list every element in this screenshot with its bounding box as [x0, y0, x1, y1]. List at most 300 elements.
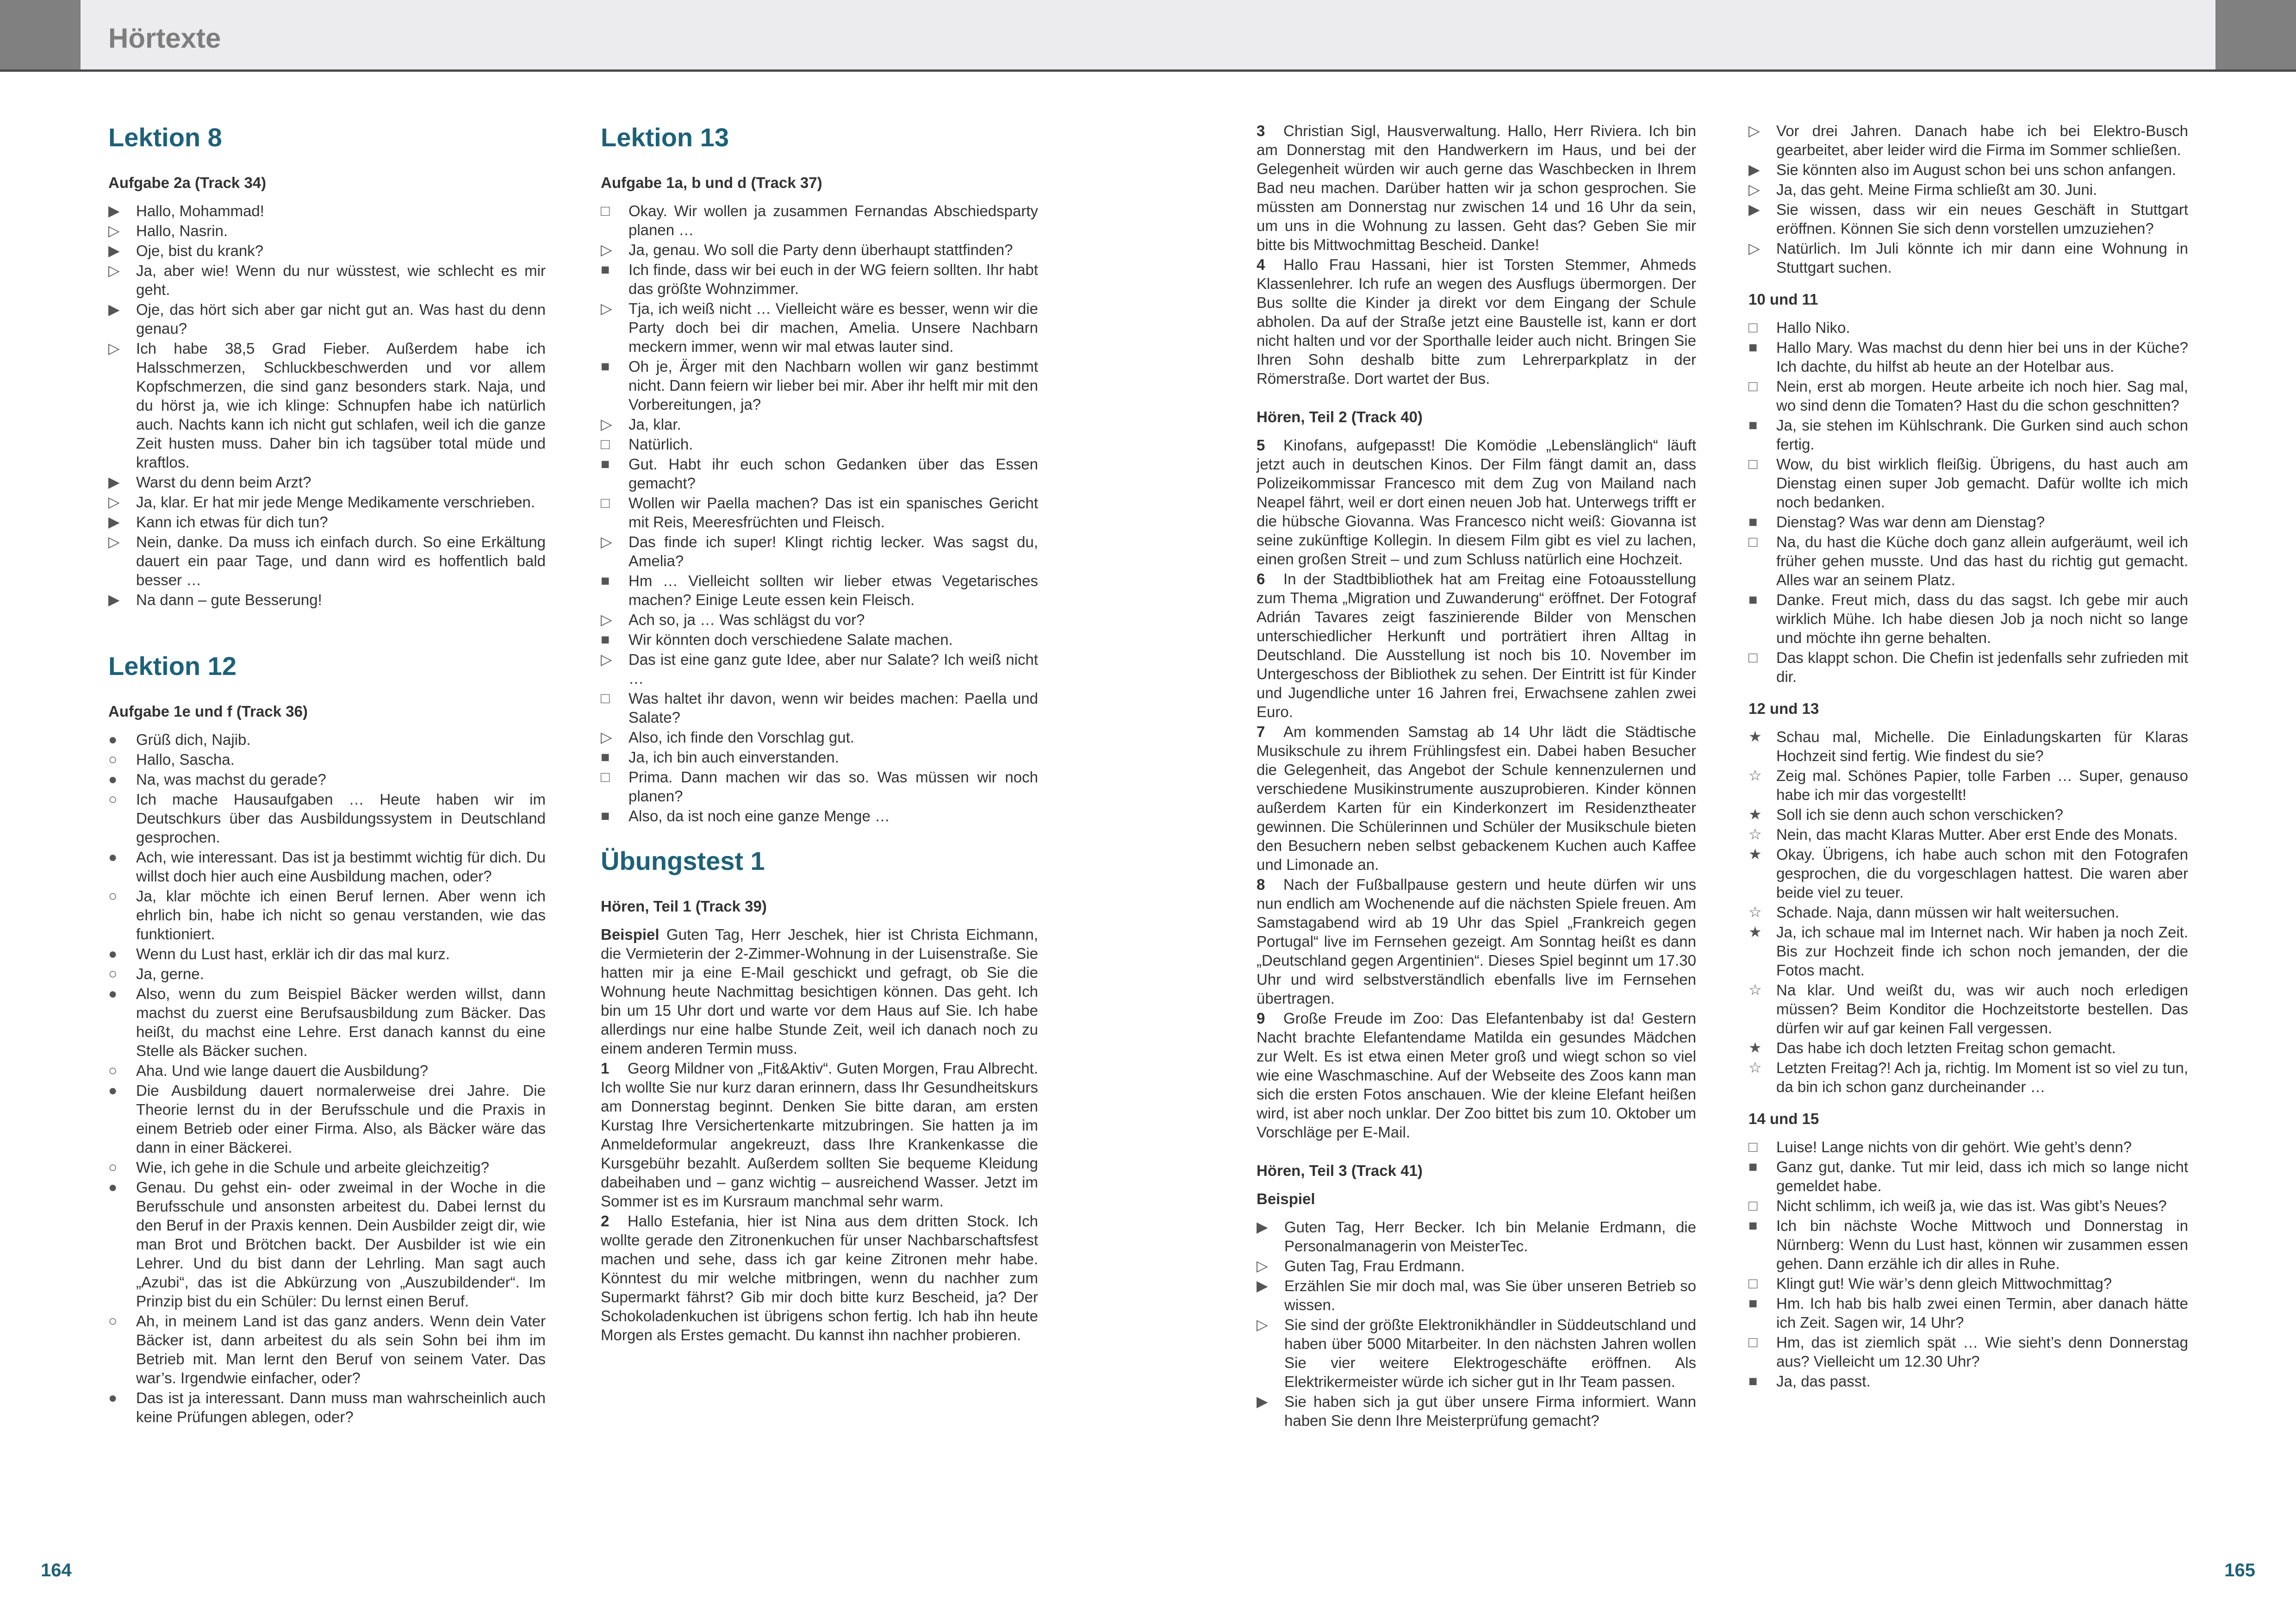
paragraph-text: Kinofans, aufgepasst! Die Komödie „Lebenslänglich“ läuft jetzt auch in deutschen Kinos. Der Film fängt damit an, dass Polizeikommissar Francesco mit dem Zug von Mailand nach Neapel fährt, weil er dort einen neuen Job hat. Unterwegs trifft er die hübsche Giovanna. Was Francesco nicht weiß: Giovanna ist seine zukünftige Kollegin. In diesem Film gibt es viel zu lachen, einen großen Streit – und zum Schluss natürlich eine Hochzeit.: [1257, 437, 1696, 568]
dialogue-text: Ja, klar möchte ich einen Beruf lernen. Aber wenn ich ehrlich bin, habe ich nicht so genau verstanden, wie das funktioniert.: [136, 887, 546, 943]
speaker-marker-icon: ★: [1748, 1039, 1762, 1056]
dialogue-line: [1748, 1274, 2188, 1293]
speaker-marker-icon: ▶: [108, 242, 120, 259]
text-paragraph: [1257, 722, 1696, 874]
dialogue-line: [108, 750, 546, 769]
speaker-marker-icon: ▶: [108, 591, 120, 608]
speaker-marker-icon: ■: [1748, 591, 1758, 608]
dialogue-line: [108, 493, 546, 512]
speaker-marker-icon: ●: [108, 1389, 118, 1406]
speaker-marker-icon: ■: [601, 807, 610, 824]
dialogue-text: Ja, aber wie! Wenn du nur wüsstest, wie schlecht es mir geht.: [136, 262, 546, 298]
dialogue-line: [1748, 377, 2188, 415]
dialogue-text: Tja, ich weiß nicht … Vielleicht wäre es besser, wenn wir die Party doch bei dir machen, Amelia. Unsere Nachbarn meckern immer, wenn wir mal etwas lauter sind.: [628, 300, 1038, 355]
paragraph-text: Guten Tag, Herr Jeschek, hier ist Christa Eichmann, die Vermieterin der 2-Zimmer-Wohnung in der Luisenstraße. Sie hatten mir ja eine E-Mail geschickt und gefragt, ob Sie die Wohnung heute Nachmittag besichtigen können. Das geht. Ich bin um 15 Uhr dort und warte vor dem Haus auf Sie. Ich habe allerdings nur eine halbe Stunde Zeit, weil ich danach noch zu einem anderen Termin muss.: [601, 926, 1038, 1057]
dialogue-line: [601, 806, 1038, 825]
speaker-marker-icon: ★: [1748, 846, 1762, 862]
paragraph-text: Am kommenden Samstag ab 14 Uhr lädt die Städtische Musikschule zu ihrem Frühlingsfest ein. Dabei haben Besucher die Gelegenheit, das Angebot der Schule kennenzulernen und verschiedene Musikinstrumente auszuprobieren. Kinder können außerdem Karten für ein Kinderkonzert im Residenztheater gewinnen. Die Schülerinnen und Schüler der Musikschule bieten den Besuchern neben selbst gebackenem Kuchen auch Kaffee und Limonade an.: [1257, 723, 1696, 873]
item-number: 2: [601, 1212, 610, 1230]
dialogue-line: [1748, 1333, 2188, 1371]
dialogue-line: [1748, 532, 2188, 589]
dialogue-line: [108, 473, 546, 492]
dialogue-text: Ja, klar. Er hat mir jede Menge Medikamente verschrieben.: [136, 493, 535, 511]
dialogue-text: Ja, sie stehen im Kühlschrank. Die Gurken sind auch schon fertig.: [1776, 417, 2188, 453]
header-rule: [0, 69, 2296, 72]
dialogue-text: Wollen wir Paella machen? Das ist ein spanisches Gericht mit Reis, Meeresfrüchten und Fleisch.: [628, 494, 1038, 531]
speaker-marker-icon: □: [601, 494, 610, 511]
dialogue-text: Wir könnten doch verschiedene Salate machen.: [628, 631, 953, 648]
speaker-marker-icon: ■: [601, 572, 610, 589]
speaker-marker-icon: □: [601, 690, 610, 706]
task-heading: Aufgabe 1a, b und d (Track 37): [601, 174, 822, 191]
speaker-marker-icon: ▷: [1257, 1257, 1268, 1274]
dialogue-line: [601, 689, 1038, 727]
dialogue-text: Also, ich finde den Vorschlag gut.: [628, 729, 854, 746]
text-paragraph: [1257, 121, 1696, 254]
dialogue-text: Okay. Wir wollen ja zusammen Fernandas Abschiedsparty planen …: [628, 202, 1038, 238]
speaker-marker-icon: ▷: [108, 533, 120, 550]
column-2: [601, 121, 1038, 1345]
dialogue-text: Nicht schlimm, ich weiß ja, wie das ist. Was gibt’s Neues?: [1776, 1197, 2167, 1214]
paragraph-text: Georg Mildner von „Fit&Aktiv“. Guten Morgen, Frau Albrecht. Ich wollte Sie nur kurz daran erinnern, dass Ihr Gesundheitskurs am Donnerstag beginnt. Denken Sie bitte daran, am ersten Kurstag Ihre Versichertenkarte mitzubringen. Sie hatten ja im Anmeldeformular angekreuzt, dass Ihre Krankenkasse die Kursgebühr bezahlt. Außerdem sollten Sie bequeme Kleidung dabeihaben und – ganz wichtig – ausreichend Wasser. Jetzt im Sommer ist es im Kursraum manchmal sehr warm.: [601, 1060, 1038, 1210]
speaker-marker-icon: ▷: [108, 340, 120, 356]
speaker-marker-icon: ★: [1748, 924, 1762, 940]
dialogue-text: Klingt gut! Wie wär’s denn gleich Mittwochmittag?: [1776, 1275, 2112, 1292]
paragraph-text: In der Stadtbibliothek hat am Freitag eine Fotoausstellung zum Thema „Migration und Zuwanderung“ eröffnet. Der Fotograf Adrián Tavares zeigt faszinierende Bilder von Menschen unterschiedlicher Herkunft und porträtiert ihren Alltag in Deutschland. Die Ausstellung ist noch bis 10. November im Untergeschoss der Bibliothek zu sehen. Der Eintritt ist für Kinder und Jugendliche unter 16 Jahren frei, Erwachsene zahlen zwei Euro.: [1257, 570, 1696, 720]
dialogue-text: Hm, das ist ziemlich spät … Wie sieht’s denn Donnerstag aus? Vielleicht um 12.30 Uhr?: [1776, 1334, 2188, 1370]
speaker-marker-icon: ○: [108, 751, 118, 768]
dialogue-text: Ich habe 38,5 Grad Fieber. Außerdem habe ich Halsschmerzen, Schluckbeschwerden und vor allem Kopfschmerzen, die sind ganz besonders stark. Naja, und du hörst ja, wie ich klinge: Schnupfen habe ich natürlich auch. Nachts kann ich nicht gut schlafen, weil ich die ganze Zeit husten muss. Daher bin ich tagsüber total müde und kraftlos.: [136, 340, 546, 471]
dialogue-line: [108, 241, 546, 260]
dialogue-line: [108, 221, 546, 240]
speaker-marker-icon: ●: [108, 945, 118, 962]
speaker-marker-icon: ○: [108, 887, 118, 904]
dialogue-text: Wenn du Lust hast, erklär ich dir das mal kurz.: [136, 945, 450, 962]
paragraph-text: Große Freude im Zoo: Das Elefantenbaby ist da! Gestern Nacht brachte Elefantendame Matilda ein gesundes Mädchen zur Welt. Es ist etwa einen Meter groß und wiegt schon so viel wie eine Waschmaschine. Auf der Webseite des Zoos kann man sich die ersten Fotos anschauen. Wie der kleine Elefant heißen wird, ist aber noch unklar. Der Zoo bittet bis zum 10. Oktober um Vorschläge per E-Mail.: [1257, 1010, 1696, 1141]
dialogue-line: [601, 493, 1038, 531]
speaker-marker-icon: ▶: [108, 513, 120, 530]
page-title: Hörtexte: [108, 23, 221, 54]
speaker-marker-icon: ○: [108, 1312, 118, 1329]
dialogue-line: [601, 201, 1038, 239]
dialogue-text: Wow, du bist wirklich fleißig. Übrigens, du hast auch am Dienstag einen super Job gemacht. Dafür wollte ich mich noch bedanken.: [1776, 456, 2188, 511]
dialogue-line: [1748, 200, 2188, 238]
speaker-marker-icon: ●: [108, 849, 118, 865]
dialogue-line: [1748, 845, 2188, 902]
dialogue-line: [1748, 648, 2188, 686]
speaker-marker-icon: □: [1748, 1334, 1758, 1350]
speaker-marker-icon: ■: [1748, 339, 1758, 356]
dialogue-text: Ah, in meinem Land ist das ganz anders. Wenn dein Vater Bäcker ist, dann arbeitest du als sein Sohn bei ihm im Betrieb mit. Man lernt den Beruf von seinem Vater. Das war’s. Irgendwie einfacher, oder?: [136, 1312, 546, 1387]
speaker-marker-icon: ★: [1748, 728, 1762, 745]
dialogue-text: Warst du denn beim Arzt?: [136, 474, 311, 491]
dialogue-line: [108, 1312, 546, 1387]
text-paragraph: [1257, 255, 1696, 388]
dialogue-text: Prima. Dann machen wir das so. Was müssen wir noch planen?: [628, 768, 1038, 805]
dialogue-text: Okay. Übrigens, ich habe auch schon mit den Fotografen gesprochen, die du vorgeschlagen hattest. Die waren aber beide viel zu teuer.: [1776, 846, 2188, 901]
dialogue-line: [1748, 512, 2188, 531]
section-heading: Übungstest 1: [601, 846, 765, 875]
speaker-marker-icon: ▷: [108, 222, 120, 239]
paragraph-text: Hallo Estefania, hier ist Nina aus dem dritten Stock. Ich wollte gerade den Zitronenkuchen für unser Nachbarschaftsfest machen und sehe, dass ich gar keine Zitronen mehr habe. Könntest du mir welche mitbringen, wenn du nachher zum Supermarkt fährst? Gib mir doch bitte kurz Bescheid, ja? Der Schokoladenkuchen ist übrigens schon fertig. Ich hab ihn heute Morgen als Erstes gemacht. Du kannst ihn nachher probieren.: [601, 1212, 1038, 1343]
speaker-marker-icon: □: [1748, 649, 1758, 666]
dialogue-line: [108, 770, 546, 789]
text-paragraph: [1257, 1009, 1696, 1142]
dialogue-text: Danke. Freut mich, dass du das sagst. Ich gebe mir auch wirklich Mühe. Ich habe diesen Job ja noch nicht so lange und möchte ihn gerne behalten.: [1776, 591, 2188, 646]
dialogue-line: [601, 299, 1038, 356]
dialogue-line: [601, 728, 1038, 747]
dialogue-text: Ja, das passt.: [1776, 1373, 1871, 1390]
dialogue-text: Die Ausbildung dauert normalerweise drei Jahre. Die Theorie lernst du in der Berufsschule und die Praxis in einem Betrieb oder einer Firma. Also, als Bäcker wäre das dann in einer Bäckerei.: [136, 1082, 546, 1156]
dialogue-text: Sie wissen, dass wir ein neues Geschäft in Stuttgart eröffnen. Können Sie sich denn vorstellen umzuziehen?: [1776, 201, 2188, 237]
speaker-marker-icon: □: [601, 202, 610, 219]
speaker-marker-icon: ▶: [1257, 1393, 1268, 1410]
dialogue-text: Also, da ist noch eine ganze Menge …: [628, 807, 890, 824]
dialogue-line: [1748, 239, 2188, 277]
dialogue-line: [108, 300, 546, 338]
speaker-marker-icon: ☆: [1748, 826, 1762, 843]
dialogue-text: Schade. Naja, dann müssen wir halt weitersuchen.: [1776, 904, 2120, 921]
dialogue-text: Das ist ja interessant. Dann muss man wahrscheinlich auch keine Prüfungen ablegen, oder?: [136, 1389, 546, 1425]
speaker-marker-icon: ▷: [601, 533, 612, 550]
dialogue-text: Luise! Lange nichts von dir gehört. Wie geht’s denn?: [1776, 1138, 2132, 1156]
speaker-marker-icon: □: [1748, 1138, 1758, 1155]
dialogue-line: [601, 630, 1038, 649]
item-number: 6: [1257, 570, 1265, 587]
spacer: [108, 610, 546, 650]
dialogue-text: Das klappt schon. Die Chefin ist jedenfalls sehr zufrieden mit dir.: [1776, 649, 2188, 685]
page-number-right: 165: [2224, 1560, 2255, 1580]
speaker-marker-icon: ●: [108, 985, 118, 1002]
dialogue-line: [601, 768, 1038, 806]
task-heading: 14 und 15: [1748, 1110, 1819, 1127]
dialogue-line: [108, 1061, 546, 1080]
dialogue-line: [1748, 1294, 2188, 1332]
speaker-marker-icon: ●: [108, 771, 118, 787]
dialogue-line: [1748, 121, 2188, 159]
speaker-marker-icon: □: [601, 436, 610, 452]
dialogue-line: [1748, 903, 2188, 922]
speaker-marker-icon: ▶: [1257, 1277, 1268, 1294]
dialogue-text: Was haltet ihr davon, wenn wir beides machen: Paella und Salate?: [628, 690, 1038, 726]
dialogue-line: [601, 415, 1038, 434]
speaker-marker-icon: ▷: [601, 416, 612, 432]
dialogue-text: Ja, gerne.: [136, 965, 204, 982]
dialogue-line: [601, 435, 1038, 454]
dialogue-line: [108, 261, 546, 299]
dialogue-text: Ach, wie interessant. Das ist ja bestimmt wichtig für dich. Du willst doch hier auch eine Ausbildung machen, oder?: [136, 849, 546, 885]
speaker-marker-icon: ☆: [1748, 1059, 1762, 1076]
dialogue-text: Ganz gut, danke. Tut mir leid, dass ich mich so lange nicht gemeldet habe.: [1776, 1158, 2188, 1194]
speaker-marker-icon: ▷: [601, 729, 612, 745]
dialogue-text: Das ist eine ganz gute Idee, aber nur Salate? Ich weiß nicht …: [628, 651, 1038, 687]
text-paragraph: [1257, 875, 1696, 1008]
dialogue-line: [108, 512, 546, 531]
dialogue-text: Das habe ich doch letzten Freitag schon gemacht.: [1776, 1039, 2116, 1056]
dialogue-text: Na dann – gute Besserung!: [136, 591, 322, 608]
dialogue-text: Ja, klar.: [628, 416, 681, 433]
dialogue-line: [1748, 1216, 2188, 1273]
dialogue-line: [108, 532, 546, 589]
task-heading: Hören, Teil 3 (Track 41): [1257, 1162, 1423, 1179]
dialogue-line: [601, 610, 1038, 629]
dialogue-text: Ja, genau. Wo soll die Party denn überhaupt stattfinden?: [628, 241, 1013, 258]
speaker-marker-icon: ▷: [108, 493, 120, 510]
dialogue-line: [1748, 180, 2188, 199]
dialogue-text: Sie sind der größte Elektronikhändler in Süddeutschland und haben über 5000 Mitarbeiter. In den nächsten Jahren wollen Sie vier weitere Elektrogeschäfte eröffnen. Als Elektrikermeister würde ich sicher gut in Ihr Team passen.: [1284, 1316, 1696, 1390]
speaker-marker-icon: ■: [1748, 1158, 1758, 1175]
dialogue-line: [108, 848, 546, 886]
speaker-marker-icon: ▶: [1257, 1218, 1268, 1235]
item-number: 3: [1257, 122, 1265, 139]
speaker-marker-icon: ▷: [108, 262, 120, 279]
dialogue-text: Nein, das macht Klaras Mutter. Aber erst Ende des Monats.: [1776, 826, 2178, 843]
dialogue-text: Oje, bist du krank?: [136, 242, 264, 259]
speaker-marker-icon: ■: [601, 631, 610, 648]
speaker-marker-icon: ●: [108, 1082, 118, 1099]
dialogue-line: [108, 944, 546, 963]
speaker-marker-icon: ○: [108, 1159, 118, 1175]
paragraph-text: Nach der Fußballpause gestern und heute dürfen wir uns nun endlich am Wochenende auf die nächsten Spiele freuen. Am Samstagabend wird ab 19 Uhr das Spiel „Frankreich gegen Portugal“ live im Fernsehen gezeigt. Am Sonntag heißt es dann „Deutschland gegen Argentinien“. Dieses Spiel beginnt um 17.30 Uhr und wird selbstverständlich ebenfalls live im Fernsehen übertragen.: [1257, 876, 1696, 1007]
dialogue-text: Ich bin nächste Woche Mittwoch und Donnerstag in Nürnberg: Wenn du Lust hast, können wir zusammen essen gehen. Dann erzähle ich dir alles in Ruhe.: [1776, 1217, 2188, 1272]
dialogue-text: Soll ich sie denn auch schon verschicken?: [1776, 806, 2064, 823]
dialogue-line: [601, 532, 1038, 570]
dialogue-line: [1257, 1218, 1696, 1255]
dialogue-line: [108, 1158, 546, 1177]
dialogue-line: [108, 1388, 546, 1426]
text-paragraph: [601, 1059, 1038, 1211]
column-1: [108, 121, 546, 1427]
item-number: 9: [1257, 1010, 1265, 1027]
section-heading: Lektion 8: [108, 123, 222, 152]
speaker-marker-icon: ★: [1748, 806, 1762, 823]
dialogue-text: Nein, danke. Da muss ich einfach durch. So eine Erkältung dauert ein paar Tage, und dann wird es hoffentlich bald besser …: [136, 533, 546, 588]
item-number: 8: [1257, 876, 1265, 893]
speaker-marker-icon: ▶: [108, 474, 120, 490]
dialogue-line: [108, 339, 546, 472]
spacer: [1257, 389, 1696, 407]
dialogue-line: [1748, 1196, 2188, 1215]
dialogue-text: Kann ich etwas für dich tun?: [136, 513, 328, 531]
dialogue-text: Sie haben sich ja gut über unsere Firma informiert. Wann haben Sie denn Ihre Meisterprüfung gemacht?: [1284, 1393, 1696, 1429]
dialogue-text: Na klar. Und weißt du, was wir auch noch erledigen müssen? Beim Konditor die Hochzeitstorte bestellen. Das dürfen wir auf gar keinen Fall vergessen.: [1776, 981, 2188, 1037]
dialogue-text: Hallo, Mohammad!: [136, 202, 264, 219]
dialogue-text: Erzählen Sie mir doch mal, was Sie über unseren Betrieb so wissen.: [1284, 1277, 1696, 1313]
dialogue-line: [601, 357, 1038, 414]
dialogue-text: Schau mal, Michelle. Die Einladungskarten für Klaras Hochzeit sind fertig. Wie findest du sie?: [1776, 728, 2188, 764]
dialogue-line: [1257, 1315, 1696, 1391]
dialogue-line: [1748, 1157, 2188, 1195]
dialogue-line: [108, 964, 546, 983]
speaker-marker-icon: ●: [108, 1179, 118, 1195]
dialogue-text: Sie könnten also im August schon bei uns schon anfangen.: [1776, 161, 2177, 178]
dialogue-line: [601, 748, 1038, 767]
dialogue-line: [1748, 590, 2188, 647]
dialogue-line: [1748, 981, 2188, 1037]
section-heading: Lektion 13: [601, 123, 729, 152]
dialogue-text: Natürlich. Im Juli könnte ich mir dann eine Wohnung in Stuttgart suchen.: [1776, 240, 2188, 276]
dialogue-text: Ach so, ja … Was schlägst du vor?: [628, 611, 865, 628]
header-band: [81, 0, 2215, 69]
dialogue-text: Hallo, Nasrin.: [136, 222, 228, 239]
item-number: 1: [601, 1060, 610, 1077]
dialogue-line: [1257, 1392, 1696, 1430]
dialogue-text: Also, wenn du zum Beispiel Bäcker werden willst, dann machst du zuerst eine Berufsausbildung zum Bäcker. Das heißt, du machst eine Lehre. Erst danach kannst du eine Stelle als Bäcker suchen.: [136, 985, 546, 1059]
dialogue-text: Guten Tag, Herr Becker. Ich bin Melanie Erdmann, die Personalmanagerin von MeisterTec.: [1284, 1218, 1696, 1255]
task-heading: Hören, Teil 2 (Track 40): [1257, 408, 1423, 425]
dialogue-text: Ja, das geht. Meine Firma schließt am 30. Juni.: [1776, 181, 2097, 198]
task-heading: Aufgabe 2a (Track 34): [108, 174, 267, 191]
speaker-marker-icon: □: [601, 768, 610, 785]
dialogue-text: Das finde ich super! Klingt richtig lecker. Was sagst du, Amelia?: [628, 533, 1038, 569]
dialogue-text: Oh je, Ärger mit den Nachbarn wollen wir ganz bestimmt nicht. Dann feiern wir lieber bei mir. Aber ihr helft mir mit den Vorbereitungen, ja?: [628, 358, 1038, 413]
speaker-marker-icon: ▷: [1257, 1316, 1268, 1333]
dialogue-line: [108, 730, 546, 749]
speaker-marker-icon: ▷: [601, 611, 612, 628]
paragraph-text: Christian Sigl, Hausverwaltung. Hallo, Herr Riviera. Ich bin am Donnerstag mit den Handwerkern im Haus, und bei der Gelegenheit würden wir auch gerne das Waschbecken in Ihrem Bad neu machen. Darüber hatten wir ja schon gesprochen. Sie müssten am Donnerstag nur zwischen 14 und 16 Uhr da sein, um uns in die Wohnung zu lassen. Geht das? Geben Sie mir bitte bis Mittwochmittag Bescheid. Danke!: [1257, 122, 1696, 253]
dialogue-line: [1748, 1137, 2188, 1156]
speaker-marker-icon: ▷: [1748, 122, 1760, 139]
dialogue-text: Nein, erst ab morgen. Heute arbeite ich noch hier. Sag mal, wo sind denn die Tomaten? Hast du die schon geschnitten?: [1776, 378, 2188, 414]
dialogue-line: [108, 887, 546, 943]
dialogue-text: Ich mache Hausaufgaben … Heute haben wir im Deutschkurs über das Ausbildungssystem in Deutschland gesprochen.: [136, 791, 546, 846]
speaker-marker-icon: ▶: [108, 301, 120, 318]
speaker-marker-icon: □: [1748, 456, 1758, 472]
speaker-marker-icon: ▶: [1748, 201, 1760, 218]
speaker-marker-icon: ■: [1748, 417, 1758, 433]
dialogue-text: Gut. Habt ihr euch schon Gedanken über das Essen gemacht?: [628, 456, 1038, 492]
dialogue-line: [108, 1178, 546, 1311]
dialogue-text: Hm … Vielleicht sollten wir lieber etwas Vegetarisches machen? Einige Leute essen kein Fleisch.: [628, 572, 1038, 608]
speaker-marker-icon: □: [1748, 319, 1758, 336]
speaker-marker-icon: ▷: [1748, 240, 1760, 256]
item-number: 5: [1257, 437, 1265, 454]
dialogue-line: [1748, 766, 2188, 804]
dialogue-text: Hallo Niko.: [1776, 319, 1850, 336]
dialogue-line: [1748, 1058, 2188, 1096]
text-paragraph: [601, 1212, 1038, 1344]
section-heading: Lektion 12: [108, 651, 236, 681]
dialogue-line: [601, 260, 1038, 298]
example-label: Beispiel: [601, 926, 667, 943]
speaker-marker-icon: ☆: [1748, 904, 1762, 920]
speaker-marker-icon: ○: [108, 1062, 118, 1079]
dialogue-text: Oje, das hört sich aber gar nicht gut an. Was hast du denn genau?: [136, 301, 546, 337]
header-tab-right: [2215, 0, 2296, 69]
dialogue-text: Dienstag? Was war denn am Dienstag?: [1776, 513, 2045, 531]
text-paragraph: [1257, 436, 1696, 568]
dialogue-line: [601, 571, 1038, 609]
text-paragraph: [601, 925, 1038, 1058]
column-4: [1748, 121, 2188, 1392]
item-number: 4: [1257, 256, 1265, 273]
dialogue-text: Vor drei Jahren. Danach habe ich bei Elektro-Busch gearbeitet, aber leider wird die Firma im Sommer schließen.: [1776, 122, 2188, 158]
dialogue-text: Hallo Mary. Was machst du denn hier bei uns in der Küche? Ich dachte, du hilfst ab heute an der Hotelbar aus.: [1776, 339, 2188, 375]
dialogue-text: Ja, ich bin auch einverstanden.: [628, 749, 839, 766]
dialogue-line: [108, 590, 546, 609]
speaker-marker-icon: □: [1748, 1197, 1758, 1214]
dialogue-line: [1748, 416, 2188, 454]
dialogue-line: [1748, 727, 2188, 765]
speaker-marker-icon: ▷: [1748, 181, 1760, 198]
speaker-marker-icon: ▶: [108, 202, 120, 219]
dialogue-line: [1257, 1256, 1696, 1275]
dialogue-line: [1748, 1372, 2188, 1391]
task-heading: Beispiel: [1257, 1190, 1315, 1207]
speaker-marker-icon: ■: [1748, 1217, 1758, 1234]
speaker-marker-icon: ■: [1748, 1373, 1758, 1389]
dialogue-line: [1748, 455, 2188, 512]
page-number-left: 164: [41, 1560, 72, 1580]
dialogue-text: Guten Tag, Frau Erdmann.: [1284, 1257, 1465, 1274]
dialogue-text: Zeig mal. Schönes Papier, tolle Farben … Super, genauso habe ich mir das vorgestellt!: [1776, 767, 2188, 803]
speaker-marker-icon: ■: [1748, 1295, 1758, 1312]
dialogue-line: [1748, 923, 2188, 980]
speaker-marker-icon: ■: [601, 358, 610, 375]
dialogue-text: Aha. Und wie lange dauert die Ausbildung?: [136, 1062, 429, 1079]
dialogue-line: [601, 455, 1038, 493]
dialogue-text: Hm. Ich hab bis halb zwei einen Termin, aber danach hätte ich Zeit. Sagen wir, 14 Uhr?: [1776, 1295, 2188, 1331]
speaker-marker-icon: □: [1748, 378, 1758, 394]
dialogue-line: [1748, 825, 2188, 844]
dialogue-line: [108, 1081, 546, 1157]
spacer: [1257, 1143, 1696, 1161]
text-paragraph: [1257, 569, 1696, 721]
speaker-marker-icon: ▷: [601, 651, 612, 668]
speaker-marker-icon: □: [1748, 533, 1758, 550]
dialogue-text: Ich finde, dass wir bei euch in der WG feiern sollten. Ihr habt das größte Wohnzimmer.: [628, 261, 1038, 297]
dialogue-line: [108, 790, 546, 847]
dialogue-text: Hallo, Sascha.: [136, 751, 235, 768]
dialogue-text: Letzten Freitag?! Ach ja, richtig. Im Moment ist so viel zu tun, da bin ich schon ganz durcheinander …: [1776, 1059, 2188, 1095]
paragraph-text: Hallo Frau Hassani, hier ist Torsten Stemmer, Ahmeds Klassenlehrer. Ich rufe an wegen des Ausflugs übermorgen. Der Bus sollte die Kinder ja direkt vor dem Eingang der Schule abholen. Da auf der Straße jetzt eine Baustelle ist, kann er dort nicht halten und vor der Sporthalle leider auch nicht. Bringen Sie Ihren Sohn deshalb bitte zum Lehrerparkplatz in der Römerstraße. Dort wartet der Bus.: [1257, 256, 1696, 387]
speaker-marker-icon: ■: [601, 261, 610, 278]
speaker-marker-icon: ○: [108, 965, 118, 982]
column-3: [1257, 121, 1696, 1431]
dialogue-line: [1748, 805, 2188, 824]
page-header: [0, 0, 2296, 70]
speaker-marker-icon: ■: [601, 749, 610, 765]
speaker-marker-icon: ■: [1748, 513, 1758, 530]
speaker-marker-icon: ●: [108, 731, 118, 748]
dialogue-text: Na, was machst du gerade?: [136, 771, 326, 788]
dialogue-line: [601, 650, 1038, 688]
speaker-marker-icon: ☆: [1748, 981, 1762, 998]
item-number: 7: [1257, 723, 1265, 740]
header-tab-left: [0, 0, 81, 69]
speaker-marker-icon: ▷: [601, 241, 612, 258]
task-heading: 10 und 11: [1748, 291, 1818, 308]
speaker-marker-icon: □: [1748, 1275, 1758, 1292]
task-heading: Hören, Teil 1 (Track 39): [601, 898, 767, 915]
task-heading: 12 und 13: [1748, 700, 1819, 717]
speaker-marker-icon: ▷: [601, 300, 612, 317]
dialogue-text: Genau. Du gehst ein- oder zweimal in der Woche in die Berufsschule und ansonsten arbeitest du. Dabei lernst du den Beruf in der Praxis kennen. Dein Ausbilder zeigt dir, wie man Brot und Brötchen backt. Der Ausbilder ist wie ein Lehrer. Und du bist dann der Lehrling. Man sagt auch „Azubi“, das ist die Abkürzung von „Auszubildender“. Im Prinzip bist du ein Schüler: Du lernst einen Beruf.: [136, 1179, 546, 1310]
dialogue-line: [1257, 1276, 1696, 1314]
speaker-marker-icon: ○: [108, 791, 118, 807]
speaker-marker-icon: ■: [601, 456, 610, 472]
dialogue-line: [108, 984, 546, 1060]
speaker-marker-icon: ☆: [1748, 767, 1762, 784]
dialogue-text: Wie, ich gehe in die Schule und arbeite gleichzeitig?: [136, 1159, 490, 1176]
dialogue-text: Grüß dich, Najib.: [136, 731, 251, 748]
dialogue-text: Na, du hast die Küche doch ganz allein aufgeräumt, weil ich früher gehen musste. Und das hast du richtig gut gemacht. Alles war an seinem Platz.: [1776, 533, 2188, 588]
dialogue-line: [1748, 318, 2188, 337]
dialogue-line: [1748, 338, 2188, 376]
dialogue-line: [1748, 1038, 2188, 1057]
spacer: [601, 826, 1038, 845]
dialogue-text: Ja, ich schaue mal im Internet nach. Wir haben ja noch Zeit. Bis zur Hochzeit finde ich schon noch jemanden, der die Fotos macht.: [1776, 924, 2188, 979]
